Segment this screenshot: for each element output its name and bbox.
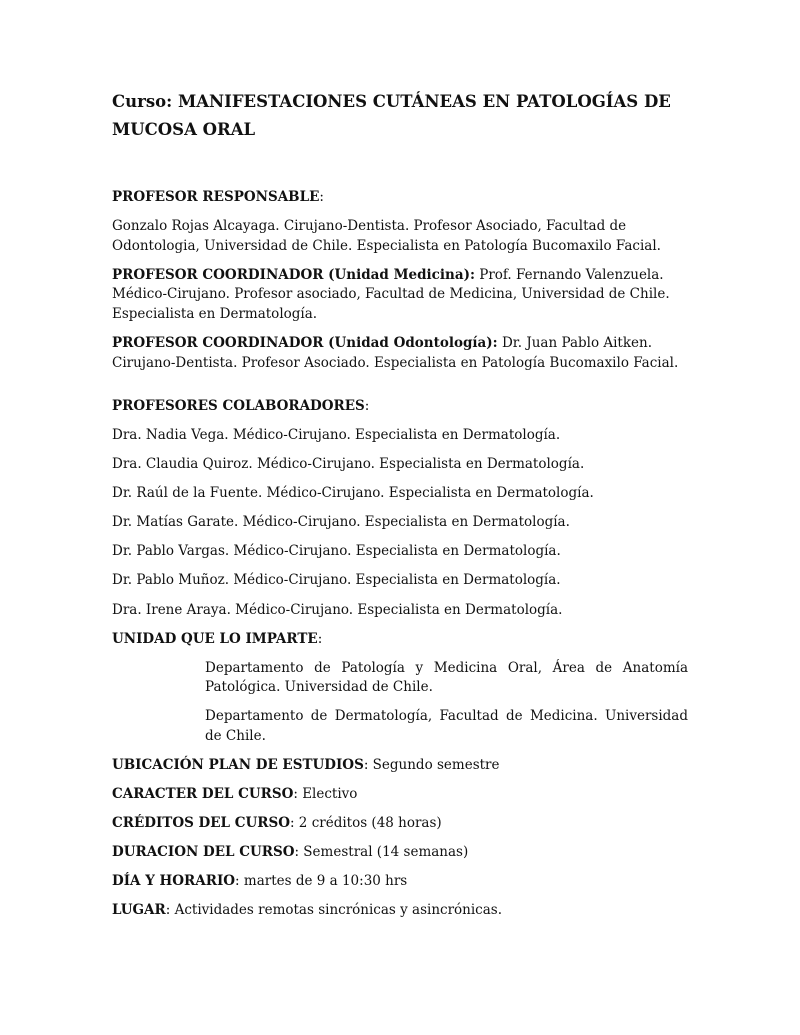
profesor-coordinador-medicina bbox=[112, 266, 688, 325]
colaborador-item: Dr. Pablo Vargas. Médico-Cirujano. Especialista en Dermatología. bbox=[112, 543, 561, 560]
field-label: UBICACIÓN PLAN DE ESTUDIOS bbox=[112, 756, 364, 773]
field-value: : martes de 9 a 10:30 hrs bbox=[235, 873, 408, 890]
section-heading-unidad-imparte bbox=[112, 630, 688, 650]
field-colon: : bbox=[364, 398, 370, 415]
caracter-del-curso bbox=[112, 785, 688, 805]
lugar bbox=[112, 901, 688, 921]
field-label: PROFESOR COORDINADOR (Unidad Odontología): bbox=[112, 334, 498, 351]
field-value: Prof. Fernando Valenzuela. Médico-Cirujano. Profesor asociado, Facultad de Medicina, Universidad de Chile. Especialista en Dermatología. bbox=[112, 266, 670, 322]
field-label: PROFESOR RESPONSABLE bbox=[112, 189, 320, 206]
unidad-item: Departamento de Dermatología, Facultad de Medicina. Universidad de Chile. bbox=[205, 708, 688, 744]
section-heading-profesores-colaboradores bbox=[112, 397, 688, 417]
field-value: : Electivo bbox=[293, 785, 358, 802]
field-value: Dr. Juan Pablo Aitken. Cirujano-Dentista. Profesor Asociado. Especialista en Patología Bucomaxilo Facial. bbox=[112, 334, 679, 371]
field-label: DÍA Y HORARIO bbox=[112, 873, 236, 890]
field-value: : Actividades remotas sincrónicas y asincrónicas. bbox=[165, 902, 503, 919]
profesor-coordinador-odontologia bbox=[112, 334, 688, 373]
field-label: LUGAR bbox=[112, 902, 166, 919]
field-value: : 2 créditos (48 horas) bbox=[289, 815, 442, 832]
ubicacion-plan-estudios bbox=[112, 756, 688, 776]
field-value: : Segundo semestre bbox=[363, 756, 500, 773]
dia-y-horario bbox=[112, 872, 688, 892]
section-heading-profesor-responsable bbox=[112, 188, 688, 208]
field-colon: : bbox=[317, 630, 323, 647]
field-label: CARACTER DEL CURSO bbox=[112, 785, 294, 802]
colaborador-item: Dr. Pablo Muñoz. Médico-Cirujano. Especialista en Dermatología. bbox=[112, 572, 561, 589]
creditos-del-curso bbox=[112, 814, 688, 834]
field-label: DURACION DEL CURSO bbox=[112, 844, 295, 861]
field-colon: : bbox=[319, 189, 324, 206]
colaborador-item: Dr. Matías Garate. Médico-Cirujano. Especialista en Dermatología. bbox=[112, 514, 570, 531]
field-label: CRÉDITOS DEL CURSO bbox=[112, 815, 290, 832]
course-title: Curso: MANIFESTACIONES CUTÁNEAS EN PATOLOGÍAS DE MUCOSA ORAL bbox=[112, 92, 671, 140]
field-value: : Semestral (14 semanas) bbox=[294, 844, 469, 861]
colaborador-item: Dra. Irene Araya. Médico-Cirujano. Especialista en Dermatología. bbox=[112, 601, 563, 618]
field-label: PROFESORES COLABORADORES bbox=[112, 398, 365, 415]
field-label: PROFESOR COORDINADOR (Unidad Medicina): bbox=[112, 266, 475, 283]
duracion-del-curso bbox=[112, 843, 688, 863]
field-label: UNIDAD QUE LO IMPARTE bbox=[112, 630, 318, 647]
colaborador-item: Dra. Nadia Vega. Médico-Cirujano. Especialista en Dermatología. bbox=[112, 427, 561, 444]
profesor-responsable-text: Gonzalo Rojas Alcayaga. Cirujano-Dentista. Profesor Asociado, Facultad de Odontologia, Universidad de Chile. Especialista en Patología Bucomaxilo Facial. bbox=[112, 218, 661, 254]
colaborador-item: Dra. Claudia Quiroz. Médico-Cirujano. Especialista en Dermatología. bbox=[112, 456, 585, 473]
colaborador-item: Dr. Raúl de la Fuente. Médico-Cirujano. Especialista en Dermatología. bbox=[112, 485, 594, 502]
unidad-item: Departamento de Patología y Medicina Oral, Área de Anatomía Patológica. Universidad de Chile. bbox=[205, 659, 688, 696]
